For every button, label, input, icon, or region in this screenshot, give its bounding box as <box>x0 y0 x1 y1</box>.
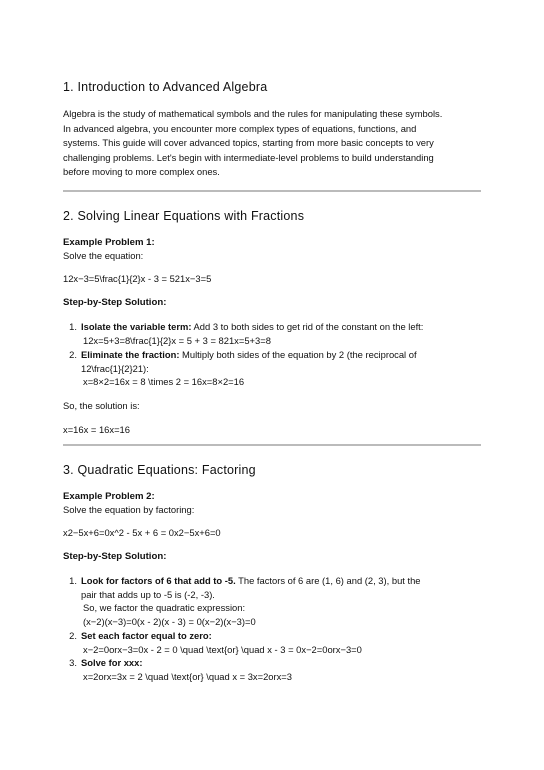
step-heading: Isolate the variable term: <box>81 321 192 332</box>
intro-line: before moving to more complex ones. <box>63 166 220 177</box>
final-solution: x=16x = 16x=16 <box>63 424 130 435</box>
step-math: 12x=5+3=8\frac{1}{2}x = 5 + 3 = 821​x=5+3=8 <box>83 334 271 346</box>
step-item <box>69 656 481 683</box>
example-2-label: Example Problem 2: <box>63 491 155 502</box>
section-1-title: 1. Introduction to Advanced Algebra <box>63 80 268 94</box>
step-text: Multiply both sides of the equation by 2 (the reciprocal of <box>179 349 417 360</box>
section-divider <box>63 444 481 446</box>
step-math: x=2orx=3x = 2 \quad \text{or} \quad x = 3x=2orx=3 <box>83 670 293 682</box>
step-number: 3. <box>69 657 77 668</box>
intro-line: systems. This guide will cover advanced topics, starting from more basic concepts to very <box>63 137 434 148</box>
step-text-continued: pair that adds up to -5 is (-2, -3). <box>81 588 215 600</box>
example-1-equation: 12x−3=5\frac{1}{2}x - 3 = 521​x−3=5 <box>63 273 212 284</box>
example-2-equation: x2−5x+6=0x^2 - 5x + 6 = 0x2−5x+6=0 <box>63 527 221 538</box>
section-3-title: 3. Quadratic Equations: Factoring <box>63 463 256 477</box>
intro-line: In advanced algebra, you encounter more complex types of equations, functions, and <box>63 122 417 134</box>
step-number: 2. <box>69 630 77 641</box>
step-heading: Eliminate the fraction: <box>81 349 180 360</box>
step-heading: Solve for xxx: <box>81 657 143 668</box>
example-1-instruction: Solve the equation: <box>63 250 144 261</box>
step-text-continued: So, we factor the quadratic expression: <box>83 602 246 613</box>
step-heading: Set each factor equal to zero: <box>81 630 212 641</box>
section-divider <box>63 190 481 192</box>
example-2-instruction: Solve the equation by factoring: <box>63 504 195 515</box>
step-item <box>69 348 481 389</box>
step-item <box>69 629 481 656</box>
step-number: 1. <box>69 321 77 332</box>
step-text: Add 3 to both sides to get rid of the constant on the left: <box>191 321 424 332</box>
step-math: (x−2)(x−3)=0(x - 2)(x - 3) = 0(x−2)(x−3)=0 <box>83 615 256 627</box>
step-item <box>69 574 481 628</box>
step-math: x=8×2=16x = 8 \times 2 = 16x=8×2=16 <box>83 376 245 387</box>
example-1-label: Example Problem 1: <box>63 237 155 248</box>
step-number: 1. <box>69 575 77 586</box>
step-text-continued: 12\frac{1}{2}21​): <box>81 362 149 374</box>
step-item <box>69 320 481 347</box>
step-text: The factors of 6 are (1, 6) and (2, 3), but the <box>235 575 421 586</box>
step-math: x−2=0orx−3=0x - 2 = 0 \quad \text{or} \quad x - 3 = 0x−2=0orx−3=0 <box>83 643 362 655</box>
intro-paragraph <box>63 107 481 180</box>
intro-line: Algebra is the study of mathematical symbols and the rules for manipulating these symbols. <box>63 108 443 119</box>
step-heading: Look for factors of 6 that add to -5. <box>81 575 236 586</box>
step-number: 2. <box>69 349 77 360</box>
intro-line: challenging problems. Let's begin with intermediate-level problems to build understanding <box>63 151 434 163</box>
solution-2-label: Step-by-Step Solution: <box>63 551 167 562</box>
conclusion-text: So, the solution is: <box>63 400 140 411</box>
section-2-title: 2. Solving Linear Equations with Fractions <box>63 209 305 223</box>
solution-1-label: Step-by-Step Solution: <box>63 297 167 308</box>
